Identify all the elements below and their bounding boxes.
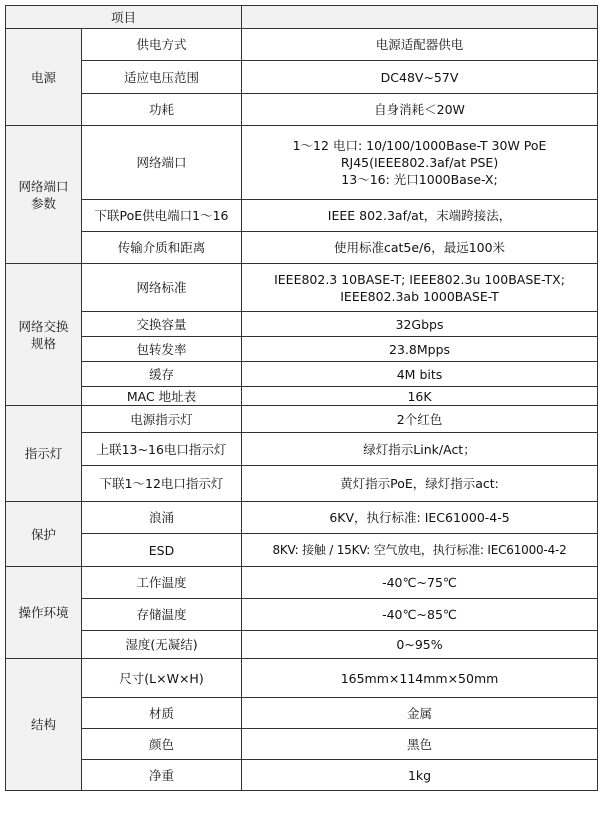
row-name: 湿度(无凝结) xyxy=(82,631,242,659)
table-row xyxy=(6,61,598,94)
row-value: 电源适配器供电 xyxy=(242,29,598,61)
group-label-structure: 结构 xyxy=(6,659,82,791)
row-name: 网络端口 xyxy=(82,126,242,200)
row-name: MAC 地址表 xyxy=(82,387,242,406)
group-label-line: 规格 xyxy=(30,335,56,351)
row-name: 尺寸(L×W×H) xyxy=(82,659,242,698)
row-value: IEEE 802.3af/at，末端跨接法， xyxy=(242,200,598,232)
row-name: 功耗 xyxy=(82,94,242,126)
table-row xyxy=(6,631,598,659)
row-value: 6KV，执行标准: IEC61000-4-5 xyxy=(242,502,598,534)
group-label-protection: 保护 xyxy=(6,502,82,567)
row-name: 下联PoE供电端口1～16 xyxy=(82,200,242,232)
row-name: 浪涌 xyxy=(82,502,242,534)
table-row xyxy=(6,362,598,387)
table-row xyxy=(6,312,598,337)
value-line: IEEE802.3ab 1000BASE-T xyxy=(340,288,499,304)
header-blank-cell xyxy=(242,6,598,29)
table-row xyxy=(6,406,598,433)
table-row xyxy=(6,502,598,534)
group-label-power: 电源 xyxy=(6,29,82,126)
group-label-indicator: 指示灯 xyxy=(6,406,82,502)
row-value xyxy=(242,264,598,312)
table-row xyxy=(6,760,598,791)
row-name: 交换容量 xyxy=(82,312,242,337)
row-value: 32Gbps xyxy=(242,312,598,337)
row-value: 23.8Mpps xyxy=(242,337,598,362)
row-value: 使用标准cat5e/6，最远100米 xyxy=(242,232,598,264)
group-label-environment: 操作环境 xyxy=(6,567,82,659)
table-row xyxy=(6,200,598,232)
table-row xyxy=(6,534,598,567)
header-row xyxy=(6,6,598,29)
group-label-switching xyxy=(6,264,82,406)
row-name: 存储温度 xyxy=(82,599,242,631)
spec-table xyxy=(5,5,598,791)
row-name: 材质 xyxy=(82,698,242,729)
row-name: 缓存 xyxy=(82,362,242,387)
row-value: 2个红色 xyxy=(242,406,598,433)
table-row xyxy=(6,337,598,362)
row-name: 电源指示灯 xyxy=(82,406,242,433)
row-name: 下联1～12电口指示灯 xyxy=(82,466,242,502)
table-row xyxy=(6,698,598,729)
table-row xyxy=(6,729,598,760)
row-value xyxy=(242,126,598,200)
row-name: ESD xyxy=(82,534,242,567)
row-value: 8KV: 接触 / 15KV: 空气放电，执行标准: IEC61000-4-2 xyxy=(242,534,598,567)
row-value: -40℃~75℃ xyxy=(242,567,598,599)
row-name: 网络标准 xyxy=(82,264,242,312)
row-name: 工作温度 xyxy=(82,567,242,599)
table-row xyxy=(6,29,598,61)
group-label-line: 参数 xyxy=(30,195,56,211)
table-row xyxy=(6,387,598,406)
row-value: DC48V~57V xyxy=(242,61,598,94)
value-line: 13～16: 光口1000Base-X; xyxy=(341,172,498,187)
row-name: 适应电压范围 xyxy=(82,61,242,94)
table-row xyxy=(6,232,598,264)
row-name: 传输介质和距离 xyxy=(82,232,242,264)
table-row xyxy=(6,433,598,466)
table-row xyxy=(6,466,598,502)
row-name: 颜色 xyxy=(82,729,242,760)
value-line: RJ45(IEEE802.3af/at PSE) xyxy=(340,155,499,170)
table-row xyxy=(6,599,598,631)
table-row xyxy=(6,264,598,312)
table-row xyxy=(6,567,598,599)
row-value: -40℃~85℃ xyxy=(242,599,598,631)
row-value: 0~95% xyxy=(242,631,598,659)
row-value: 16K xyxy=(242,387,598,406)
table-row xyxy=(6,94,598,126)
row-name: 上联13~16电口指示灯 xyxy=(82,433,242,466)
value-line: IEEE802.3 10BASE-T; IEEE802.3u 100BASE-TX; xyxy=(274,271,565,287)
group-label-line: 网络端口 xyxy=(18,178,69,194)
header-item-label: 项目 xyxy=(6,6,242,29)
table-row xyxy=(6,659,598,698)
row-value: 黑色 xyxy=(242,729,598,760)
row-value: 165mm×114mm×50mm xyxy=(242,659,598,698)
row-value: 4M bits xyxy=(242,362,598,387)
row-name: 净重 xyxy=(82,760,242,791)
row-value: 黄灯指示PoE，绿灯指示act: xyxy=(242,466,598,502)
row-value: 自身消耗＜20W xyxy=(242,94,598,126)
row-name: 供电方式 xyxy=(82,29,242,61)
value-line: 1～12 电口: 10/100/1000Base-T 30W PoE xyxy=(292,138,547,153)
row-value: 绿灯指示Link/Act； xyxy=(242,433,598,466)
row-value: 金属 xyxy=(242,698,598,729)
group-label-port xyxy=(6,126,82,264)
row-name: 包转发率 xyxy=(82,337,242,362)
table-row xyxy=(6,126,598,200)
row-value: 1kg xyxy=(242,760,598,791)
group-label-line: 网络交换 xyxy=(18,318,69,334)
